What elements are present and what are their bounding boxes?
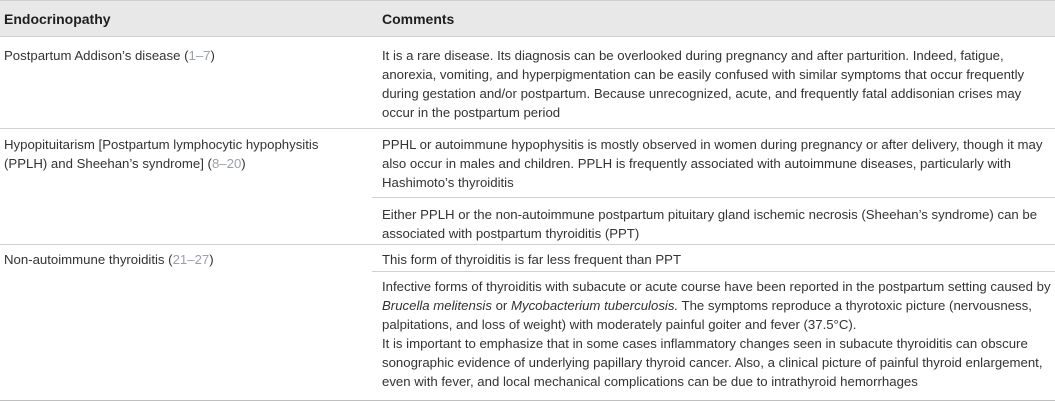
subrow-divider <box>372 271 1055 272</box>
row2-condition-text: Hypopituitarism [Postpartum lymphocytic hypophysitis (PPLH) and Sheehan’s syndrome] ( <box>4 137 319 171</box>
row1-comment: It is a rare disease. Its diagnosis can be overlooked during pregnancy and after parturition. Indeed, fatigue, anorexia, vomiting, and hyperpigmentation can be easily confused with similar symptoms that occur frequently during gestation and/or postpartum. Because unrecognized, acute, and frequently fatal addisonian crises may occur in the postpartum period <box>382 48 1025 120</box>
row2-comment-2: Either PPLH or the non-autoimmune postpartum pituitary gland ischemic necrosis (Sheehan’s syndrome) can be associated with postpartum thyroiditis (PPT) <box>382 207 1038 241</box>
row3-condition <box>4 250 364 269</box>
brucella-species: Brucella melitensis <box>382 298 492 313</box>
row3-condition-close: ) <box>209 252 214 267</box>
row-divider <box>0 128 1055 129</box>
row3-comment-2-text-c: The symptoms reproduce a thyrotoxic picture (nervousness, palpitations, and loss of weight) with moderately painful goiter and fever (37.5°C). <box>382 298 1032 332</box>
row-divider <box>0 244 1055 245</box>
header-comments: Comments <box>382 11 455 27</box>
row1-condition-close: ) <box>210 48 215 63</box>
row3-comment-2-text-b: or <box>491 298 511 313</box>
row3-comment-1: This form of thyroiditis is far less frequent than PPT <box>382 252 682 267</box>
row2-comment-1: PPHL or autoimmune hypophysitis is mostly observed in women during pregnancy or after delivery, though it may also occur in males and children. PPLH is frequently associated with autoimmune diseases, particularly with Hashimoto’s thyroiditis <box>382 137 1043 190</box>
row3-comment-2-text-a: Infective forms of thyroiditis with subacute or acute course have been reported in the postpartum setting caused by <box>382 279 1051 294</box>
row1-condition <box>4 46 364 65</box>
table-header <box>0 0 1055 37</box>
row3-comment-2 <box>382 277 1051 391</box>
row1-reference-link[interactable]: 1–7 <box>188 48 211 63</box>
row3-condition-text: Non-autoimmune thyroiditis ( <box>4 252 173 267</box>
mycobacterium-species: Mycobacterium tuberculosis. <box>511 298 679 313</box>
row3-comment-2-text-d: It is important to emphasize that in some cases inflammatory changes seen in subacute thyroiditis can obscure sonographic evidence of underlying papillary thyroid cancer. Also, a clinical picture of painful thyroid enlargement, even with fever, and local mechanical complications can be due to intrathyroid hemorrhages <box>382 336 1043 389</box>
row1-condition-text: Postpartum Addison’s disease ( <box>4 48 189 63</box>
header-endocrinopathy: Endocrinopathy <box>4 11 111 27</box>
row2-condition <box>4 135 364 173</box>
row2-reference-link[interactable]: 8–20 <box>211 156 242 171</box>
row2-condition-close: ) <box>241 156 246 171</box>
subrow-divider <box>372 197 1055 198</box>
row3-reference-link[interactable]: 21–27 <box>172 252 210 267</box>
